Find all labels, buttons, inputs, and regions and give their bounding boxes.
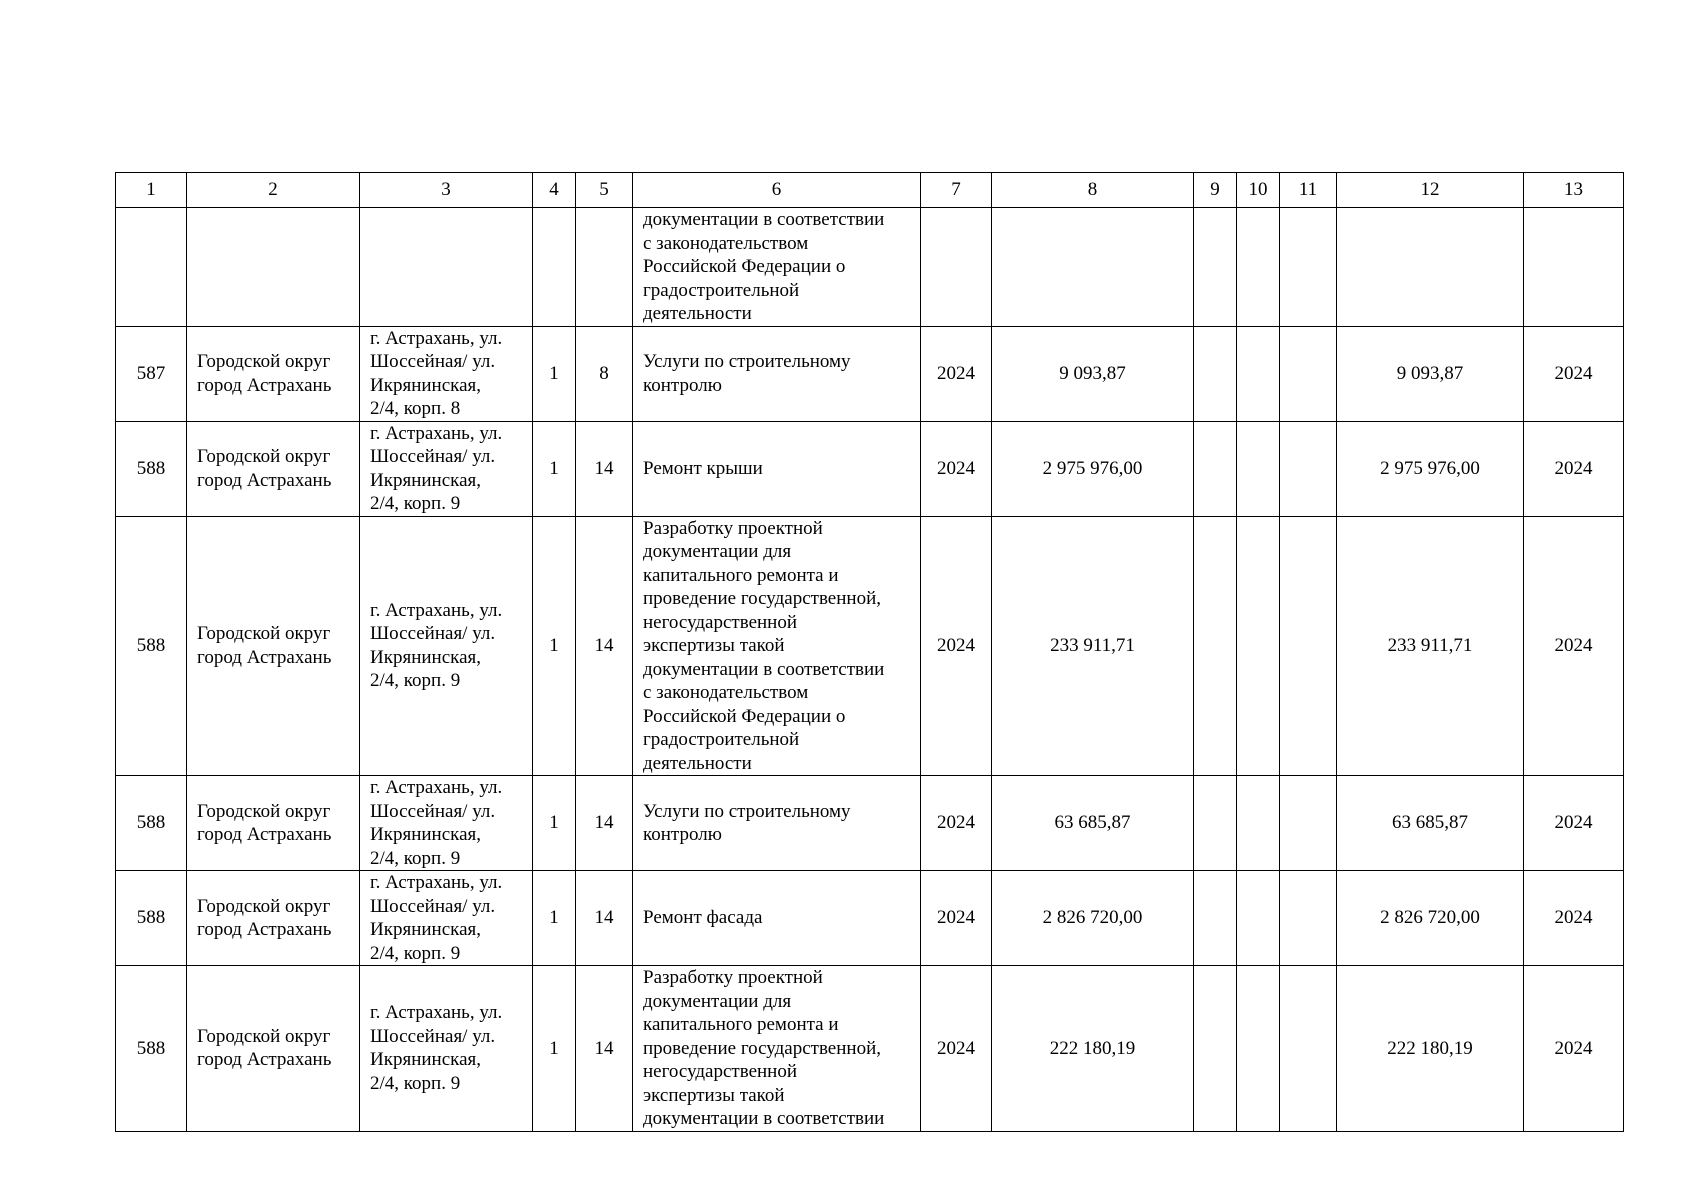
cell-municipality — [187, 208, 360, 327]
column-header-9: 9 — [1194, 173, 1237, 208]
cell-col9 — [1194, 871, 1237, 966]
cell-work-type: Услуги по строительному контролю — [633, 776, 921, 871]
cell-total: 233 911,71 — [1337, 516, 1524, 776]
cell-work-type: Услуги по строительному контролю — [633, 326, 921, 421]
cell-number: 588 — [116, 966, 187, 1132]
cell-col4: 1 — [533, 966, 576, 1132]
cell-address: г. Астрахань, ул. Шоссейная/ ул. Икрянинская, 2/4, корп. 9 — [360, 421, 533, 516]
column-header-12: 12 — [1337, 173, 1524, 208]
cell-col9 — [1194, 421, 1237, 516]
column-header-7: 7 — [921, 173, 992, 208]
cell-col10 — [1237, 326, 1280, 421]
cell-col4: 1 — [533, 776, 576, 871]
cell-municipality: Городской округ город Астрахань — [187, 326, 360, 421]
cell-col10 — [1237, 966, 1280, 1132]
cell-municipality: Городской округ город Астрахань — [187, 516, 360, 776]
column-header-11: 11 — [1280, 173, 1337, 208]
table-row — [116, 208, 1624, 327]
cell-work-type: Ремонт фасада — [633, 871, 921, 966]
cell-municipality: Городской округ город Астрахань — [187, 966, 360, 1132]
cell-col11 — [1280, 966, 1337, 1132]
cell-end-year: 2024 — [1524, 776, 1624, 871]
cell-number: 588 — [116, 516, 187, 776]
column-header-4: 4 — [533, 173, 576, 208]
cell-year: 2024 — [921, 421, 992, 516]
cell-number — [116, 208, 187, 327]
cell-col9 — [1194, 208, 1237, 327]
cell-year: 2024 — [921, 776, 992, 871]
cell-number: 587 — [116, 326, 187, 421]
cell-col9 — [1194, 326, 1237, 421]
cell-end-year: 2024 — [1524, 966, 1624, 1132]
cell-year — [921, 208, 992, 327]
cell-year: 2024 — [921, 326, 992, 421]
cell-number: 588 — [116, 871, 187, 966]
column-header-13: 13 — [1524, 173, 1624, 208]
cell-number: 588 — [116, 776, 187, 871]
cell-work-type: документации в соответствии с законодательством Российской Федерации о градостроительной деятельности — [633, 208, 921, 327]
cell-total: 2 826 720,00 — [1337, 871, 1524, 966]
cell-col10 — [1237, 208, 1280, 327]
cell-address: г. Астрахань, ул. Шоссейная/ ул. Икрянинская, 2/4, корп. 9 — [360, 966, 533, 1132]
cell-col11 — [1280, 871, 1337, 966]
data-table — [115, 172, 1624, 1132]
cell-col10 — [1237, 871, 1280, 966]
cell-cost: 9 093,87 — [992, 326, 1194, 421]
cell-col5: 8 — [576, 326, 633, 421]
cell-col5: 14 — [576, 966, 633, 1132]
cell-col11 — [1280, 421, 1337, 516]
cell-total: 2 975 976,00 — [1337, 421, 1524, 516]
cell-municipality: Городской округ город Астрахань — [187, 871, 360, 966]
table-row — [116, 776, 1624, 871]
cell-col5: 14 — [576, 871, 633, 966]
cell-col4 — [533, 208, 576, 327]
column-header-5: 5 — [576, 173, 633, 208]
cell-cost — [992, 208, 1194, 327]
table-row — [116, 421, 1624, 516]
cell-end-year: 2024 — [1524, 421, 1624, 516]
cell-end-year: 2024 — [1524, 326, 1624, 421]
cell-col11 — [1280, 208, 1337, 327]
cell-work-type: Разработку проектной документации для капитального ремонта и проведение государственной, негосударственной экспертизы такой документации в соответствии с законодательством Российской Федерации о градостроительной деятельности — [633, 516, 921, 776]
cell-end-year: 2024 — [1524, 516, 1624, 776]
cell-address: г. Астрахань, ул. Шоссейная/ ул. Икрянинская, 2/4, корп. 9 — [360, 776, 533, 871]
cell-col4: 1 — [533, 516, 576, 776]
cell-col4: 1 — [533, 871, 576, 966]
cell-cost: 63 685,87 — [992, 776, 1194, 871]
cell-col5: 14 — [576, 421, 633, 516]
cell-total — [1337, 208, 1524, 327]
table-row — [116, 516, 1624, 776]
cell-address — [360, 208, 533, 327]
cell-work-type: Ремонт крыши — [633, 421, 921, 516]
cell-col10 — [1237, 421, 1280, 516]
cell-year: 2024 — [921, 871, 992, 966]
cell-col5 — [576, 208, 633, 327]
cell-col11 — [1280, 326, 1337, 421]
cell-end-year: 2024 — [1524, 871, 1624, 966]
cell-cost: 2 826 720,00 — [992, 871, 1194, 966]
cell-cost: 2 975 976,00 — [992, 421, 1194, 516]
cell-end-year — [1524, 208, 1624, 327]
cell-col4: 1 — [533, 326, 576, 421]
cell-col10 — [1237, 776, 1280, 871]
column-header-1: 1 — [116, 173, 187, 208]
cell-address: г. Астрахань, ул. Шоссейная/ ул. Икрянинская, 2/4, корп. 9 — [360, 871, 533, 966]
cell-cost: 233 911,71 — [992, 516, 1194, 776]
cell-work-type: Разработку проектной документации для капитального ремонта и проведение государственной, негосударственной экспертизы такой документации в соответствии — [633, 966, 921, 1132]
cell-col5: 14 — [576, 776, 633, 871]
header-row — [116, 173, 1624, 208]
cell-col9 — [1194, 516, 1237, 776]
cell-total: 9 093,87 — [1337, 326, 1524, 421]
table-row — [116, 871, 1624, 966]
cell-municipality: Городской округ город Астрахань — [187, 776, 360, 871]
cell-address: г. Астрахань, ул. Шоссейная/ ул. Икрянинская, 2/4, корп. 8 — [360, 326, 533, 421]
cell-col9 — [1194, 776, 1237, 871]
column-header-2: 2 — [187, 173, 360, 208]
table-row — [116, 966, 1624, 1132]
table-row — [116, 326, 1624, 421]
cell-total: 63 685,87 — [1337, 776, 1524, 871]
cell-address: г. Астрахань, ул. Шоссейная/ ул. Икрянинская, 2/4, корп. 9 — [360, 516, 533, 776]
cell-col5: 14 — [576, 516, 633, 776]
cell-municipality: Городской округ город Астрахань — [187, 421, 360, 516]
cell-col9 — [1194, 966, 1237, 1132]
cell-year: 2024 — [921, 516, 992, 776]
cell-col11 — [1280, 516, 1337, 776]
cell-col4: 1 — [533, 421, 576, 516]
column-header-8: 8 — [992, 173, 1194, 208]
cell-year: 2024 — [921, 966, 992, 1132]
cell-total: 222 180,19 — [1337, 966, 1524, 1132]
column-header-3: 3 — [360, 173, 533, 208]
column-header-6: 6 — [633, 173, 921, 208]
cell-cost: 222 180,19 — [992, 966, 1194, 1132]
cell-col11 — [1280, 776, 1337, 871]
cell-col10 — [1237, 516, 1280, 776]
column-header-10: 10 — [1237, 173, 1280, 208]
cell-number: 588 — [116, 421, 187, 516]
